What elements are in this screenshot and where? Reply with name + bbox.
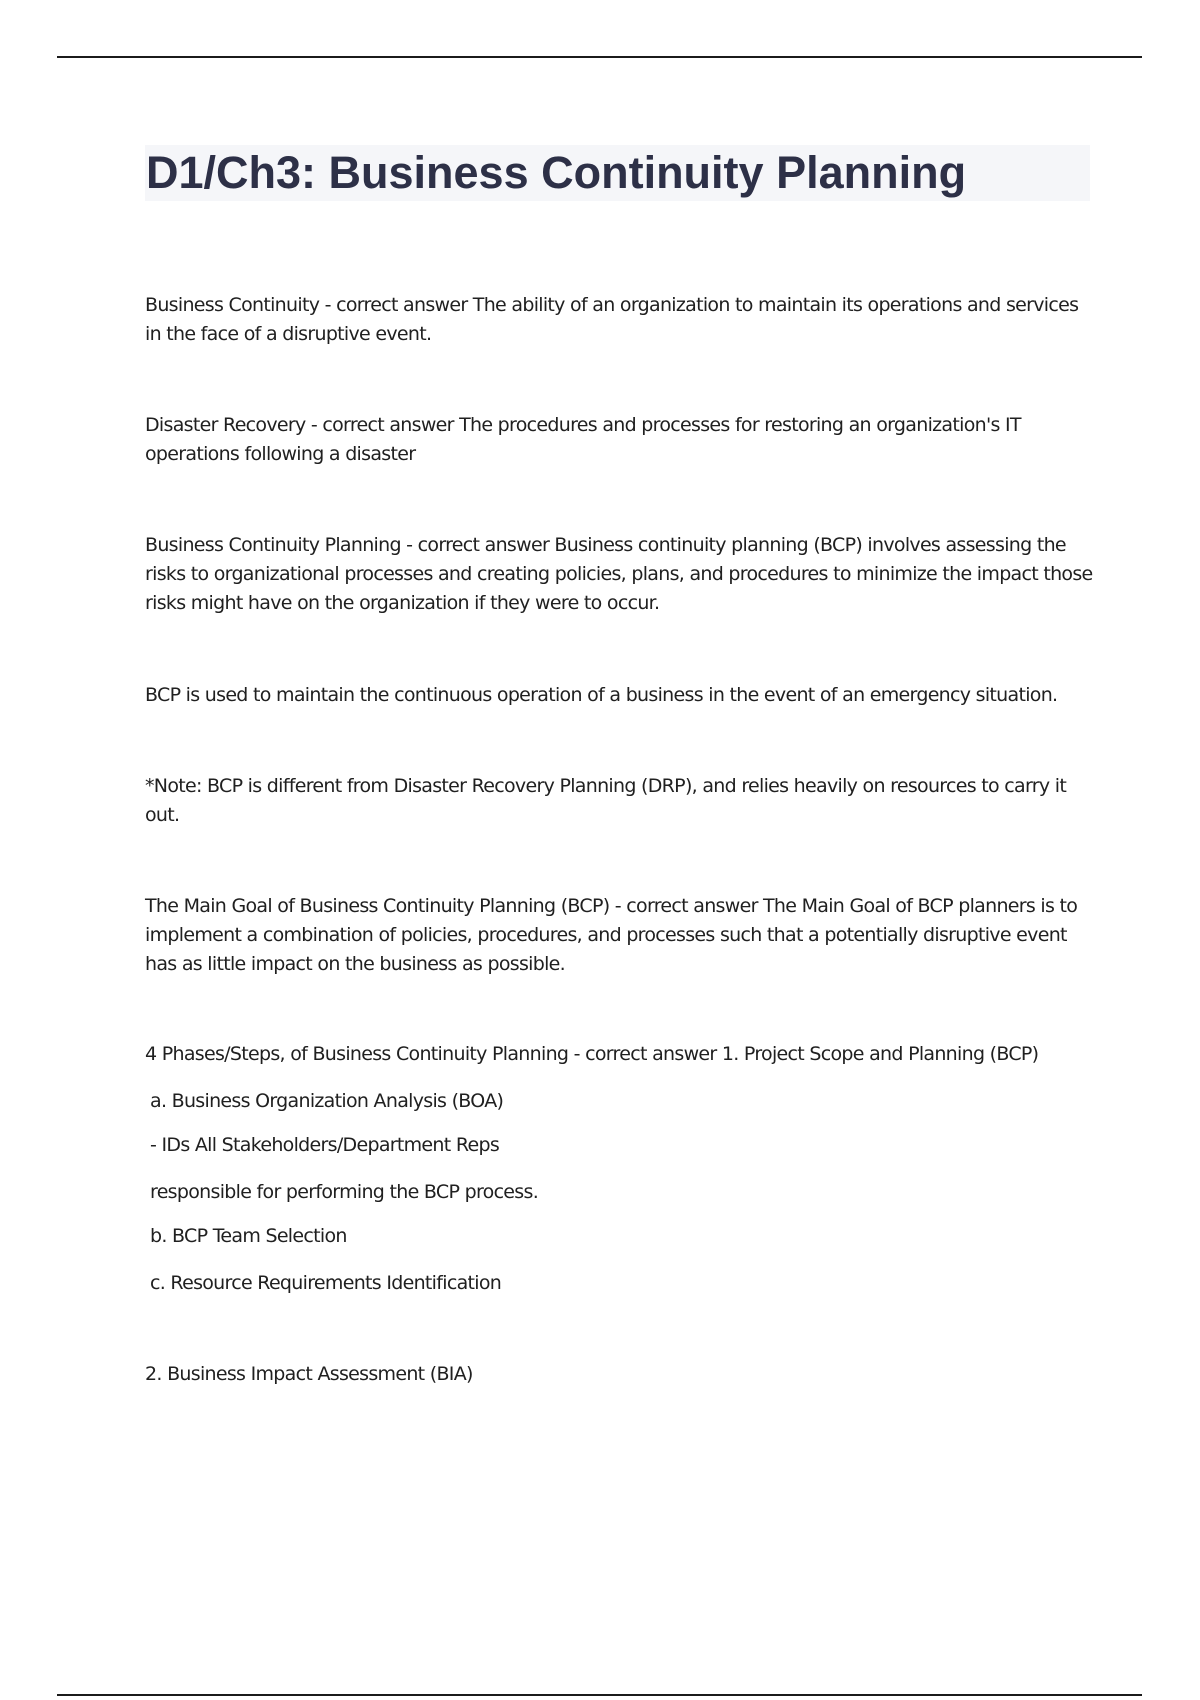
entry-main-goal: The Main Goal of Business Continuity Planning (BCP) - correct answer The Main Goal of BCP planners is to implement a combination of policies, procedures, and processes such that a potentially disruptive event has as little impact on the business as possible. bbox=[145, 895, 1078, 975]
entry-bcp-note: *Note: BCP is different from Disaster Recovery Planning (DRP), and relies heavily on resources to carry it out. bbox=[145, 775, 1067, 826]
subitem-stakeholders: - IDs All Stakeholders/Department Reps bbox=[150, 1134, 500, 1156]
entry-bcp-usage: BCP is used to maintain the continuous operation of a business in the event of an emergency situation. bbox=[145, 684, 1058, 706]
subitem-responsible: responsible for performing the BCP process. bbox=[150, 1181, 539, 1203]
entry-business-impact-assessment: 2. Business Impact Assessment (BIA) bbox=[145, 1363, 473, 1385]
subitem-team-selection: b. BCP Team Selection bbox=[150, 1225, 347, 1247]
document-title: D1/Ch3: Business Continuity Planning bbox=[146, 147, 967, 198]
entry-disaster-recovery: Disaster Recovery - correct answer The procedures and processes for restoring an organization's IT operations following a disaster bbox=[145, 414, 1021, 465]
entry-four-phases: 4 Phases/Steps, of Business Continuity Planning - correct answer 1. Project Scope and Planning (BCP) bbox=[145, 1043, 1039, 1065]
top-rule bbox=[57, 56, 1142, 58]
subitem-boa: a. Business Organization Analysis (BOA) bbox=[150, 1090, 504, 1112]
entry-business-continuity-planning: Business Continuity Planning - correct answer Business continuity planning (BCP) involves assessing the risks to organizational processes and creating policies, plans, and procedures to minimize the impact those risks might have on the organization if they were to occur. bbox=[145, 534, 1093, 614]
subitem-resource-requirements: c. Resource Requirements Identification bbox=[150, 1272, 502, 1294]
bottom-rule bbox=[57, 1694, 1142, 1696]
entry-business-continuity: Business Continuity - correct answer The ability of an organization to maintain its operations and services in the face of a disruptive event. bbox=[145, 294, 1079, 345]
